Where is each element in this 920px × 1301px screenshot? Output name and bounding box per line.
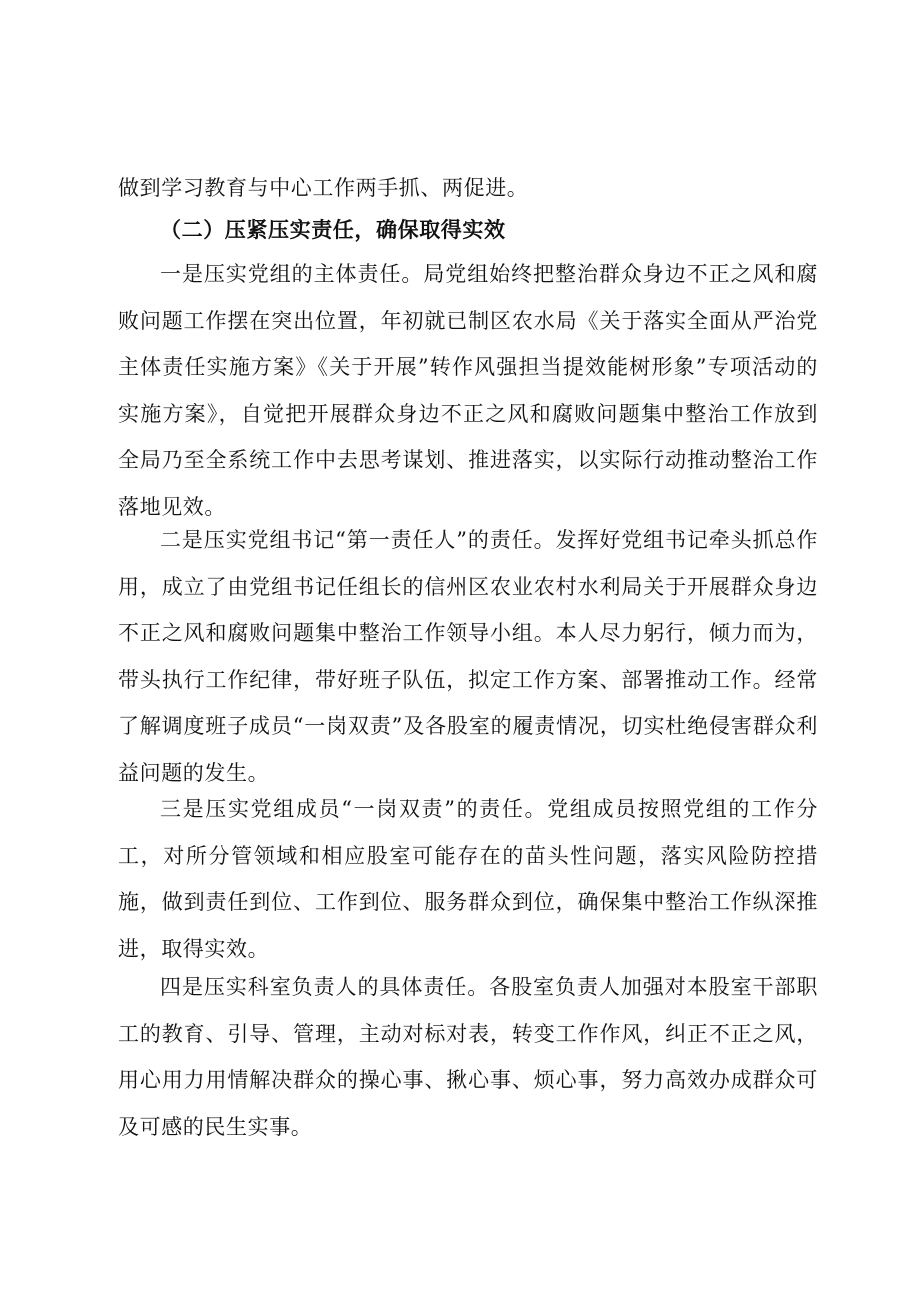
paragraph-section-head-responsibility: 四是压实科室负责人的具体责任。各股室负责人加强对本股室干部职工的教育、引导、管理，主动对标对表，转变工作作风，纠正不正之风，用心用力用情解决群众的操心事、揪心事、烦心事，努力高效办成群众可及可感的民生实事。 (118, 975, 818, 1139)
paragraph-member-responsibility: 三是压实党组成员“一岗双责”的责任。党组成员按照党组的工作分工，对所分管领域和相应股室可能存在的苗头性问题，落实风险防控措施，做到责任到位、工作到位、服务群众到位，确保集中整治工作纵深推进，取得实效。 (118, 797, 818, 961)
paragraph-party-group-responsibility: 一是压实党组的主体责任。局党组始终把整治群众身边不正之风和腐败问题工作摆在突出位置，年初就已制区农水局《关于落实全面从严治党主体责任实施方案》《关于开展”转作风强担当提效能树形象”专项活动的实施方案》，自觉把开展群众身边不正之风和腐败问题集中整治工作放到全局乃至全系统工作中去思考谋划、推进落实，以实际行动推动整治工作落地见效。 (118, 262, 818, 519)
paragraph-secretary-responsibility: 二是压实党组书记“第一责任人”的责任。发挥好党组书记牵头抓总作用，成立了由党组书记任组长的信州区农业农村水利局关于开展群众身边不正之风和腐败问题集中整治工作领导小组。本人尽力躬行，倾力而为，带头执行工作纪律，带好班子队伍，拟定工作方案、部署推动工作。经常了解调度班子成员“一岗双责”及各股室的履责情况，切实杜绝侵害群众利益问题的发生。 (118, 528, 818, 785)
section-heading: （二）压紧压实责任，确保取得实效 (160, 217, 506, 242)
continuation-paragraph: 做到学习教育与中心工作两手抓、两促进。 (118, 176, 529, 200)
